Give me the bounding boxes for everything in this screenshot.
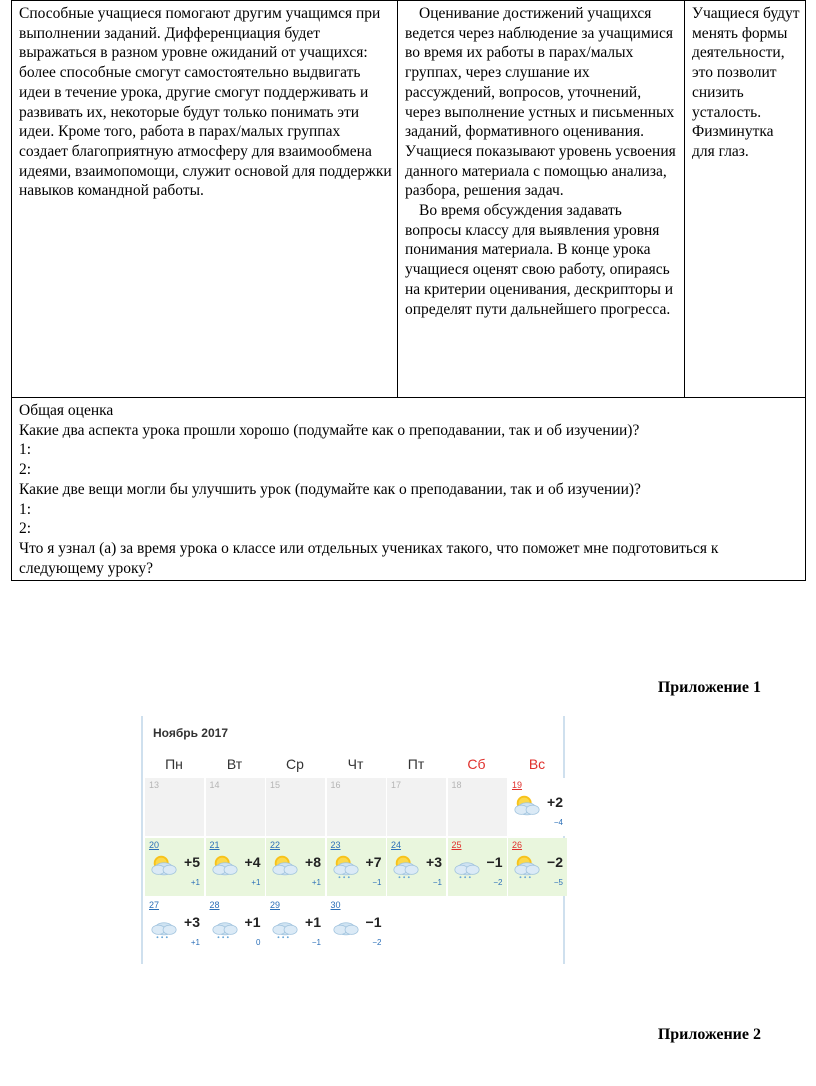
summary-answer-1-2: 2: [19, 461, 32, 479]
summary-answer-2-1: 1: [19, 500, 32, 518]
calendar-day-past [145, 778, 204, 836]
calendar-day[interactable] [145, 838, 204, 896]
differentiation-cell [12, 1, 398, 398]
day-number: 14 [209, 780, 220, 790]
day-number[interactable]: 25 [451, 840, 462, 850]
day-number[interactable]: 29 [270, 900, 281, 910]
night-temperature: −2 [493, 878, 503, 887]
summary-cell [12, 398, 806, 581]
night-temperature: −1 [432, 878, 442, 887]
day-number: 15 [270, 780, 281, 790]
day-number[interactable]: 21 [209, 840, 220, 850]
day-temperature: +1 [244, 914, 261, 930]
calendar-day[interactable] [327, 898, 386, 956]
day-temperature: −1 [365, 914, 382, 930]
calendar-day-past [387, 778, 446, 836]
table-row [12, 1, 806, 398]
sun-cloud-icon [511, 792, 543, 820]
calendar-day[interactable] [206, 898, 265, 956]
assessment-text-2: Во время обсуждения задавать вопросы классу для выявления уровня понимания материала. В конце урока учащиеся оценят свою работу, опираясь на критерии оценивания, дескрипторы и определят пути дальнейшего прогресса. [405, 202, 674, 318]
summary-question-1: Какие два аспекта урока прошли хорошо (подумайте как о преподавании, так и об изучении)? [19, 421, 640, 439]
day-number[interactable]: 27 [149, 900, 160, 910]
calendar-day[interactable] [508, 778, 567, 836]
sun-cloud-snow-icon [511, 852, 543, 880]
cloud-rain-snow-icon [148, 912, 180, 940]
weekday-header: Вс [528, 756, 546, 772]
calendar-day[interactable] [206, 838, 265, 896]
night-temperature: +1 [190, 878, 200, 887]
weekday-header: Чт [347, 756, 364, 772]
lesson-plan-table [11, 0, 806, 581]
assessment-text-1: Оценивание достижений учащихся ведется через наблюдение за учащимися во время их работы в парах/малых группах, через слушание их рассуждений, вопросов, уточнений, через выполнение устных и письменных заданий, формативного оценивания. Учащиеся показывают уровень усвоения данного материала с помощью анализа, разбора, решения задач. [405, 5, 676, 200]
summary-answer-1-1: 1: [19, 441, 32, 459]
day-temperature: +3 [184, 914, 200, 930]
day-number[interactable]: 26 [512, 840, 523, 850]
summary-question-3: Что я узнал (а) за время урока о классе или отдельных учениках такого, что поможет мне подготовиться к следующему уроку? [19, 539, 719, 577]
night-temperature: +1 [311, 878, 321, 887]
sun-cloud-icon [209, 852, 241, 880]
sun-cloud-icon [269, 852, 301, 880]
health-safety-cell [685, 1, 806, 398]
weekday-header: Ср [286, 756, 304, 772]
sun-cloud-icon [148, 852, 180, 880]
calendar-day[interactable] [327, 838, 386, 896]
weekday-header: Пн [165, 756, 183, 772]
day-number[interactable]: 24 [391, 840, 402, 850]
cloud-icon [330, 912, 362, 940]
night-temperature: −5 [553, 878, 563, 887]
appendix-1-title: Приложение 1 [657, 679, 761, 696]
calendar-day[interactable] [448, 838, 507, 896]
day-number: 18 [451, 780, 462, 790]
day-temperature: +3 [426, 854, 442, 870]
table-row [12, 398, 806, 581]
calendar-day-past [327, 778, 386, 836]
night-temperature: −1 [372, 878, 382, 887]
cloud-snow-icon [451, 852, 483, 880]
night-temperature: −4 [553, 818, 563, 827]
night-temperature: +1 [251, 878, 261, 887]
day-number[interactable]: 28 [209, 900, 220, 910]
calendar-day-past [448, 778, 507, 836]
calendar-day[interactable] [508, 838, 567, 896]
calendar-day-past [206, 778, 265, 836]
weekday-header: Пт [407, 756, 425, 772]
day-temperature: +7 [365, 854, 382, 870]
calendar-day[interactable] [266, 838, 325, 896]
assessment-cell [398, 1, 685, 398]
night-temperature: −2 [372, 938, 382, 947]
day-temperature: +8 [305, 854, 321, 870]
night-temperature: −1 [311, 938, 321, 947]
calendar-month-title: Ноябрь 2017 [153, 726, 228, 740]
calendar-day[interactable] [387, 838, 446, 896]
weekday-header: Сб [467, 756, 486, 772]
summary-title: Общая оценка [19, 402, 114, 419]
divider [141, 716, 143, 964]
weather-calendar [141, 716, 565, 964]
cloud-snow-icon [209, 912, 241, 940]
health-safety-text: Учащиеся будут менять формы деятельности, это позволит снизить усталость. Физминутка для глаз. [692, 5, 800, 160]
day-temperature: +5 [184, 854, 200, 870]
day-number[interactable]: 22 [270, 840, 281, 850]
day-number: 13 [149, 780, 160, 790]
calendar-day[interactable] [145, 898, 204, 956]
day-temperature: +1 [305, 914, 321, 930]
day-number[interactable]: 19 [512, 780, 523, 790]
day-number[interactable]: 20 [149, 840, 160, 850]
day-temperature: −1 [486, 854, 503, 870]
differentiation-text: Способные учащиеся помогают другим учащимся при выполнении заданий. Дифференциация будет выражаться в разном уровне ожиданий от учащихся: более способные смогут самостоятельно выдвигать идеи в течение урока, другие смогут поддерживать и развивать их, некоторые будут только понимать эти идеи. Кроме того, работа в парах/малых группах создает благоприятную атмосферу для взаимообмена идеями, взаимопомощи, служит основой для поддержки навыков командной работы. [19, 5, 392, 200]
cloud-snow-icon [269, 912, 301, 940]
calendar-day[interactable] [266, 898, 325, 956]
weekday-header: Вт [226, 756, 243, 772]
day-number: 16 [330, 780, 341, 790]
night-temperature: 0 [256, 938, 261, 947]
summary-answer-2-2: 2: [19, 520, 32, 538]
day-temperature: +2 [547, 794, 563, 810]
day-number[interactable]: 23 [330, 840, 341, 850]
appendix-2-title: Приложение 2 [657, 1026, 761, 1043]
day-number[interactable]: 30 [330, 900, 341, 910]
calendar-day-past [266, 778, 325, 836]
sun-cloud-snow-icon [390, 852, 422, 880]
summary-question-2: Какие две вещи могли бы улучшить урок (подумайте как о преподавании, так и об изучении)? [19, 480, 641, 498]
day-temperature: +4 [244, 854, 261, 870]
night-temperature: +1 [190, 938, 200, 947]
day-number: 17 [391, 780, 402, 790]
day-temperature: −2 [547, 854, 563, 870]
sun-cloud-snow-icon [330, 852, 362, 880]
